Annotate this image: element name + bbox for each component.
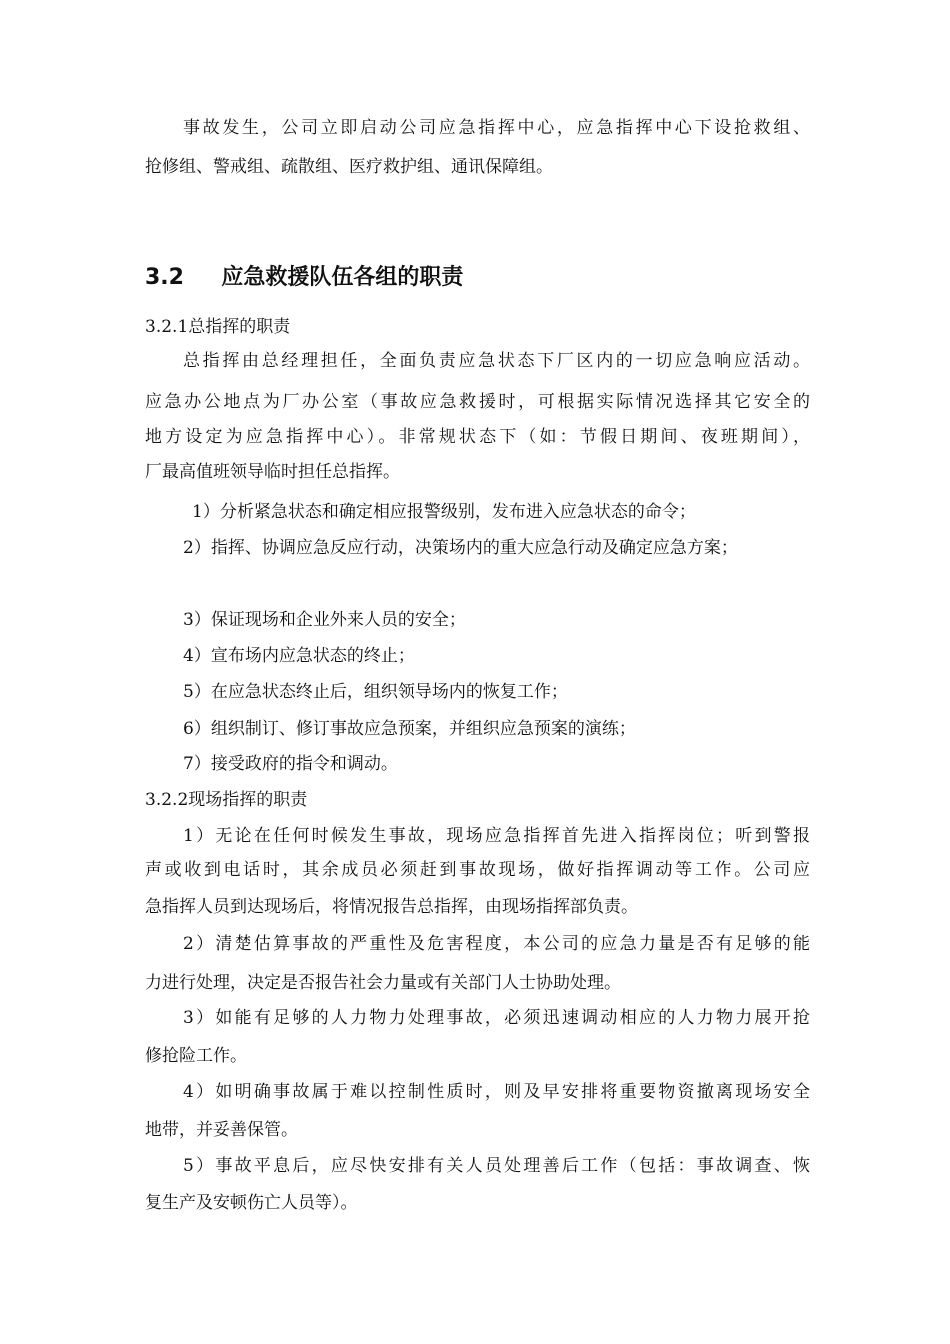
list-item: 6）组织制订、修订事故应急预案，并组织应急预案的演练； [183, 719, 636, 739]
subsection-heading: 3.2.2现场指挥的职责 [145, 790, 308, 810]
paragraph-line: 急指挥人员到达现场后，将情况报告总指挥，由现场指挥部负责。 [145, 897, 638, 917]
list-item: 2）指挥、协调应急反应行动，决策场内的重大应急行动及确定应急方案； [183, 538, 738, 558]
paragraph-line: 复生产及安顿伤亡人员等）。 [145, 1193, 358, 1213]
list-item: 3）保证现场和企业外来人员的安全； [183, 610, 466, 630]
section-number: 3.2 [145, 265, 184, 290]
paragraph-line: 3）如能有足够的人力物力处理事故，必须迅速调动相应的人力物力展开抢 [183, 1008, 810, 1028]
intro-line: 事故发生，公司立即启动公司应急指挥中心，应急指挥中心下设抢救组、 [183, 118, 810, 138]
paragraph-line: 厂最高值班领导临时担任总指挥。 [145, 462, 400, 482]
paragraph-line: 地带，并妥善保管。 [145, 1120, 298, 1140]
list-item: 1）分析紧急状态和确定相应报警级别，发布进入应急状态的命令； [192, 502, 696, 522]
paragraph-line: 力进行处理，决定是否报告社会力量或有关部门人士协助处理。 [145, 973, 621, 993]
intro-line: 抢修组、警戒组、疏散组、医疗救护组、通讯保障组。 [145, 157, 553, 177]
paragraph-line: 声或收到电话时，其余成员必须赶到事故现场，做好指挥调动等工作。公司应 [145, 860, 810, 880]
paragraph-line: 2）清楚估算事故的严重性及危害程度，本公司的应急力量是否有足够的能 [183, 934, 810, 954]
paragraph-line: 总指挥由总经理担任，全面负责应急状态下厂区内的一切应急响应活动。 [183, 351, 810, 371]
paragraph-line: 4）如明确事故属于难以控制性质时，则及早安排将重要物资撤离现场安全 [183, 1082, 810, 1102]
paragraph-line: 地方设定为应急指挥中心）。非常规状态下（如：节假日期间、夜班期间）， [145, 427, 810, 447]
paragraph-line: 5）事故平息后，应尽快安排有关人员处理善后工作（包括：事故调查、恢 [183, 1156, 810, 1176]
list-item: 4）宣布场内应急状态的终止； [183, 646, 415, 666]
section-title: 应急救援队伍各组的职责 [221, 265, 464, 290]
paragraph-line: 1）无论在任何时候发生事故，现场应急指挥首先进入指挥岗位；听到警报 [183, 826, 810, 846]
paragraph-line: 修抢险工作。 [145, 1046, 247, 1066]
section-heading [145, 263, 463, 293]
paragraph-line: 应急办公地点为厂办公室（事故应急救援时，可根据实际情况选择其它安全的 [145, 392, 810, 412]
list-item: 7）接受政府的指令和调动。 [183, 754, 398, 774]
list-item: 5）在应急状态终止后，组织领导场内的恢复工作； [183, 682, 568, 702]
subsection-heading: 3.2.1总指挥的职责 [145, 317, 291, 337]
